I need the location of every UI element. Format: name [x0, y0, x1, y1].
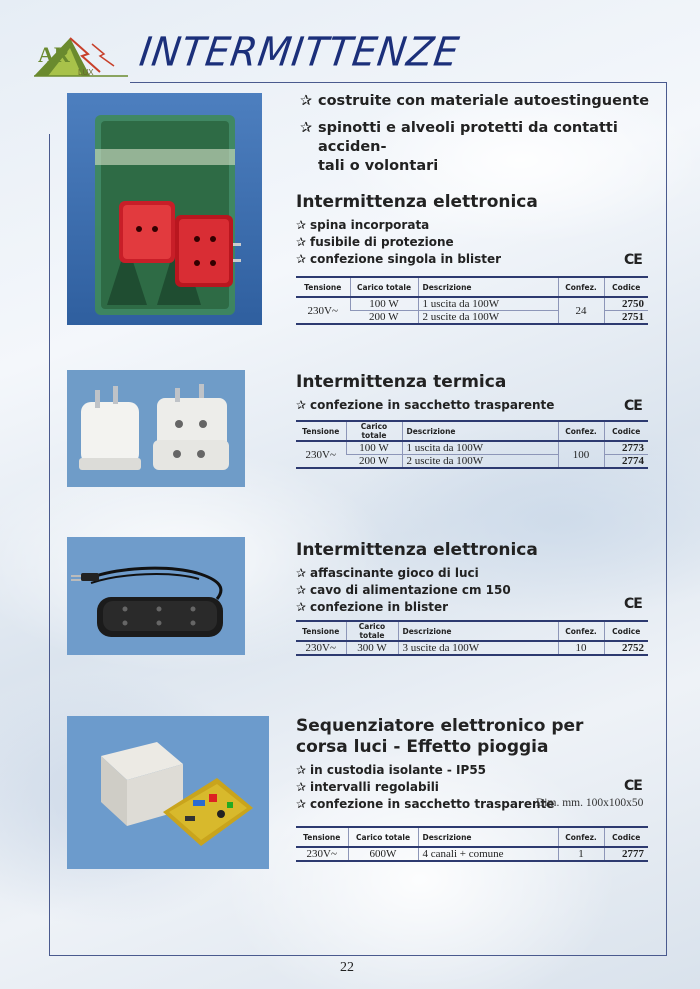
product-photo-strip	[67, 537, 245, 655]
table-header: Codice	[604, 277, 648, 297]
product-title: Intermittenza elettronica	[296, 192, 538, 212]
descrizione-cell: 1 uscita da 100W	[402, 441, 558, 455]
table-header: Confez.	[558, 277, 604, 297]
table-header: Descrizione	[398, 621, 558, 641]
feature-item: ✰ affascinante gioco di luci	[296, 566, 479, 580]
product-section	[296, 192, 648, 323]
frame-bottom-rule	[49, 955, 667, 956]
product-section	[296, 372, 648, 467]
table-header: Confez.	[558, 827, 604, 847]
intro-feature: ✰ costruite con materiale autoestinguente	[300, 93, 650, 109]
table-header: Carico totale	[346, 621, 398, 641]
tensione-cell: 230V~	[296, 847, 348, 861]
table-header: Descrizione	[418, 277, 558, 297]
product-features	[296, 217, 648, 268]
codice-cell: 2750	[604, 297, 648, 311]
feature-item: ✰ spina incorporata	[296, 218, 430, 232]
table-header: Codice	[604, 621, 648, 641]
brand-logo	[30, 32, 130, 80]
table-row	[296, 441, 648, 455]
tensione-cell: 230V~	[296, 297, 350, 324]
carico-cell: 100 W	[346, 441, 402, 455]
codice-cell: 2751	[604, 311, 648, 325]
table-header: Confez.	[558, 621, 604, 641]
product-features	[296, 397, 648, 414]
codice-cell: 2752	[604, 641, 648, 655]
table-row	[296, 641, 648, 655]
codice-cell: 2774	[604, 455, 648, 469]
table-header: Tensione	[296, 277, 350, 297]
frame-top-rule	[130, 82, 667, 83]
product-title: Intermittenza elettronica	[296, 540, 538, 560]
star-icon: ✰	[296, 398, 307, 412]
star-icon: ✰	[296, 600, 307, 614]
table-header: Confez.	[558, 421, 604, 441]
ce-mark-icon: CE	[624, 596, 642, 612]
confez-cell: 100	[558, 441, 604, 468]
table-header: Tensione	[296, 621, 346, 641]
product-photo-sequencer	[67, 716, 269, 869]
table-row	[296, 297, 648, 311]
feature-item: ✰ in custodia isolante - IP55	[296, 763, 487, 777]
star-icon: ✰	[296, 218, 307, 232]
product-section	[296, 716, 648, 860]
frame-right-rule	[666, 82, 667, 956]
descrizione-cell: 2 uscite da 100W	[418, 311, 558, 325]
star-icon: ✰	[300, 120, 313, 136]
table-header: Carico totale	[348, 827, 418, 847]
tensione-cell: 230V~	[296, 441, 346, 468]
product-table	[296, 826, 648, 862]
carico-cell: 200 W	[346, 455, 402, 469]
table-header: Descrizione	[402, 421, 558, 441]
product-photo-blister	[67, 93, 262, 325]
feature-item: ✰ confezione in blister	[296, 600, 449, 614]
star-icon: ✰	[296, 763, 307, 777]
carico-cell: 200 W	[350, 311, 418, 325]
descrizione-cell: 3 uscite da 100W	[398, 641, 558, 655]
table-header: Carico totale	[350, 277, 418, 297]
product-section	[296, 540, 648, 654]
star-icon: ✰	[296, 566, 307, 580]
confez-cell: 24	[558, 297, 604, 324]
svg-text:LUX: LUX	[78, 68, 94, 77]
carico-cell: 600W	[348, 847, 418, 861]
ce-mark-icon: CE	[624, 398, 642, 414]
feature-item: ✰ confezione in sacchetto trasparente	[296, 398, 555, 412]
table-header: Codice	[604, 827, 648, 847]
feature-item: ✰ confezione singola in blister	[296, 252, 502, 266]
product-title: Sequenziatore elettronico per corsa luci - Effetto pioggia	[296, 716, 584, 757]
ce-mark-icon: CE	[624, 252, 642, 268]
page-number: 22	[340, 960, 354, 975]
table-header: Tensione	[296, 827, 348, 847]
descrizione-cell: 1 uscita da 100W	[418, 297, 558, 311]
page-title: INTERMITTENZE	[136, 28, 463, 76]
table-row	[296, 847, 648, 861]
star-icon: ✰	[296, 797, 307, 811]
product-table	[296, 420, 648, 469]
feature-item: ✰ fusibile di protezione	[296, 235, 454, 249]
codice-cell: 2777	[604, 847, 648, 861]
star-icon: ✰	[296, 583, 307, 597]
intro-features	[300, 92, 660, 184]
table-header: Codice	[604, 421, 648, 441]
svg-text:AR: AR	[38, 42, 70, 67]
confez-cell: 1	[558, 847, 604, 861]
table-header: Descrizione	[418, 827, 558, 847]
carico-cell: 300 W	[346, 641, 398, 655]
confez-cell: 10	[558, 641, 604, 655]
codice-cell: 2773	[604, 441, 648, 455]
frame-left-rule	[49, 134, 50, 956]
descrizione-cell: 2 uscite da 100W	[402, 455, 558, 469]
dimensions-label: Dim. mm. 100x100x50	[536, 797, 644, 809]
feature-item: ✰ cavo di alimentazione cm 150	[296, 583, 511, 597]
table-header: Tensione	[296, 421, 346, 441]
table-header: Carico totale	[346, 421, 402, 441]
product-table	[296, 620, 648, 656]
product-title: Intermittenza termica	[296, 372, 507, 392]
star-icon: ✰	[296, 252, 307, 266]
tensione-cell: 230V~	[296, 641, 346, 655]
feature-item: ✰ intervalli regolabili	[296, 780, 439, 794]
product-table	[296, 276, 648, 325]
feature-item: ✰ confezione in sacchetto trasparente	[296, 797, 555, 811]
product-features	[296, 565, 648, 616]
descrizione-cell: 4 canali + comune	[418, 847, 558, 861]
ce-mark-icon: CE	[624, 778, 642, 794]
star-icon: ✰	[296, 235, 307, 249]
carico-cell: 100 W	[350, 297, 418, 311]
star-icon: ✰	[300, 93, 313, 109]
star-icon: ✰	[296, 780, 307, 794]
intro-feature: ✰ spinotti e alveoli protetti da contatti acciden- tali o volontari	[300, 120, 618, 174]
product-photo-thermal	[67, 370, 245, 487]
